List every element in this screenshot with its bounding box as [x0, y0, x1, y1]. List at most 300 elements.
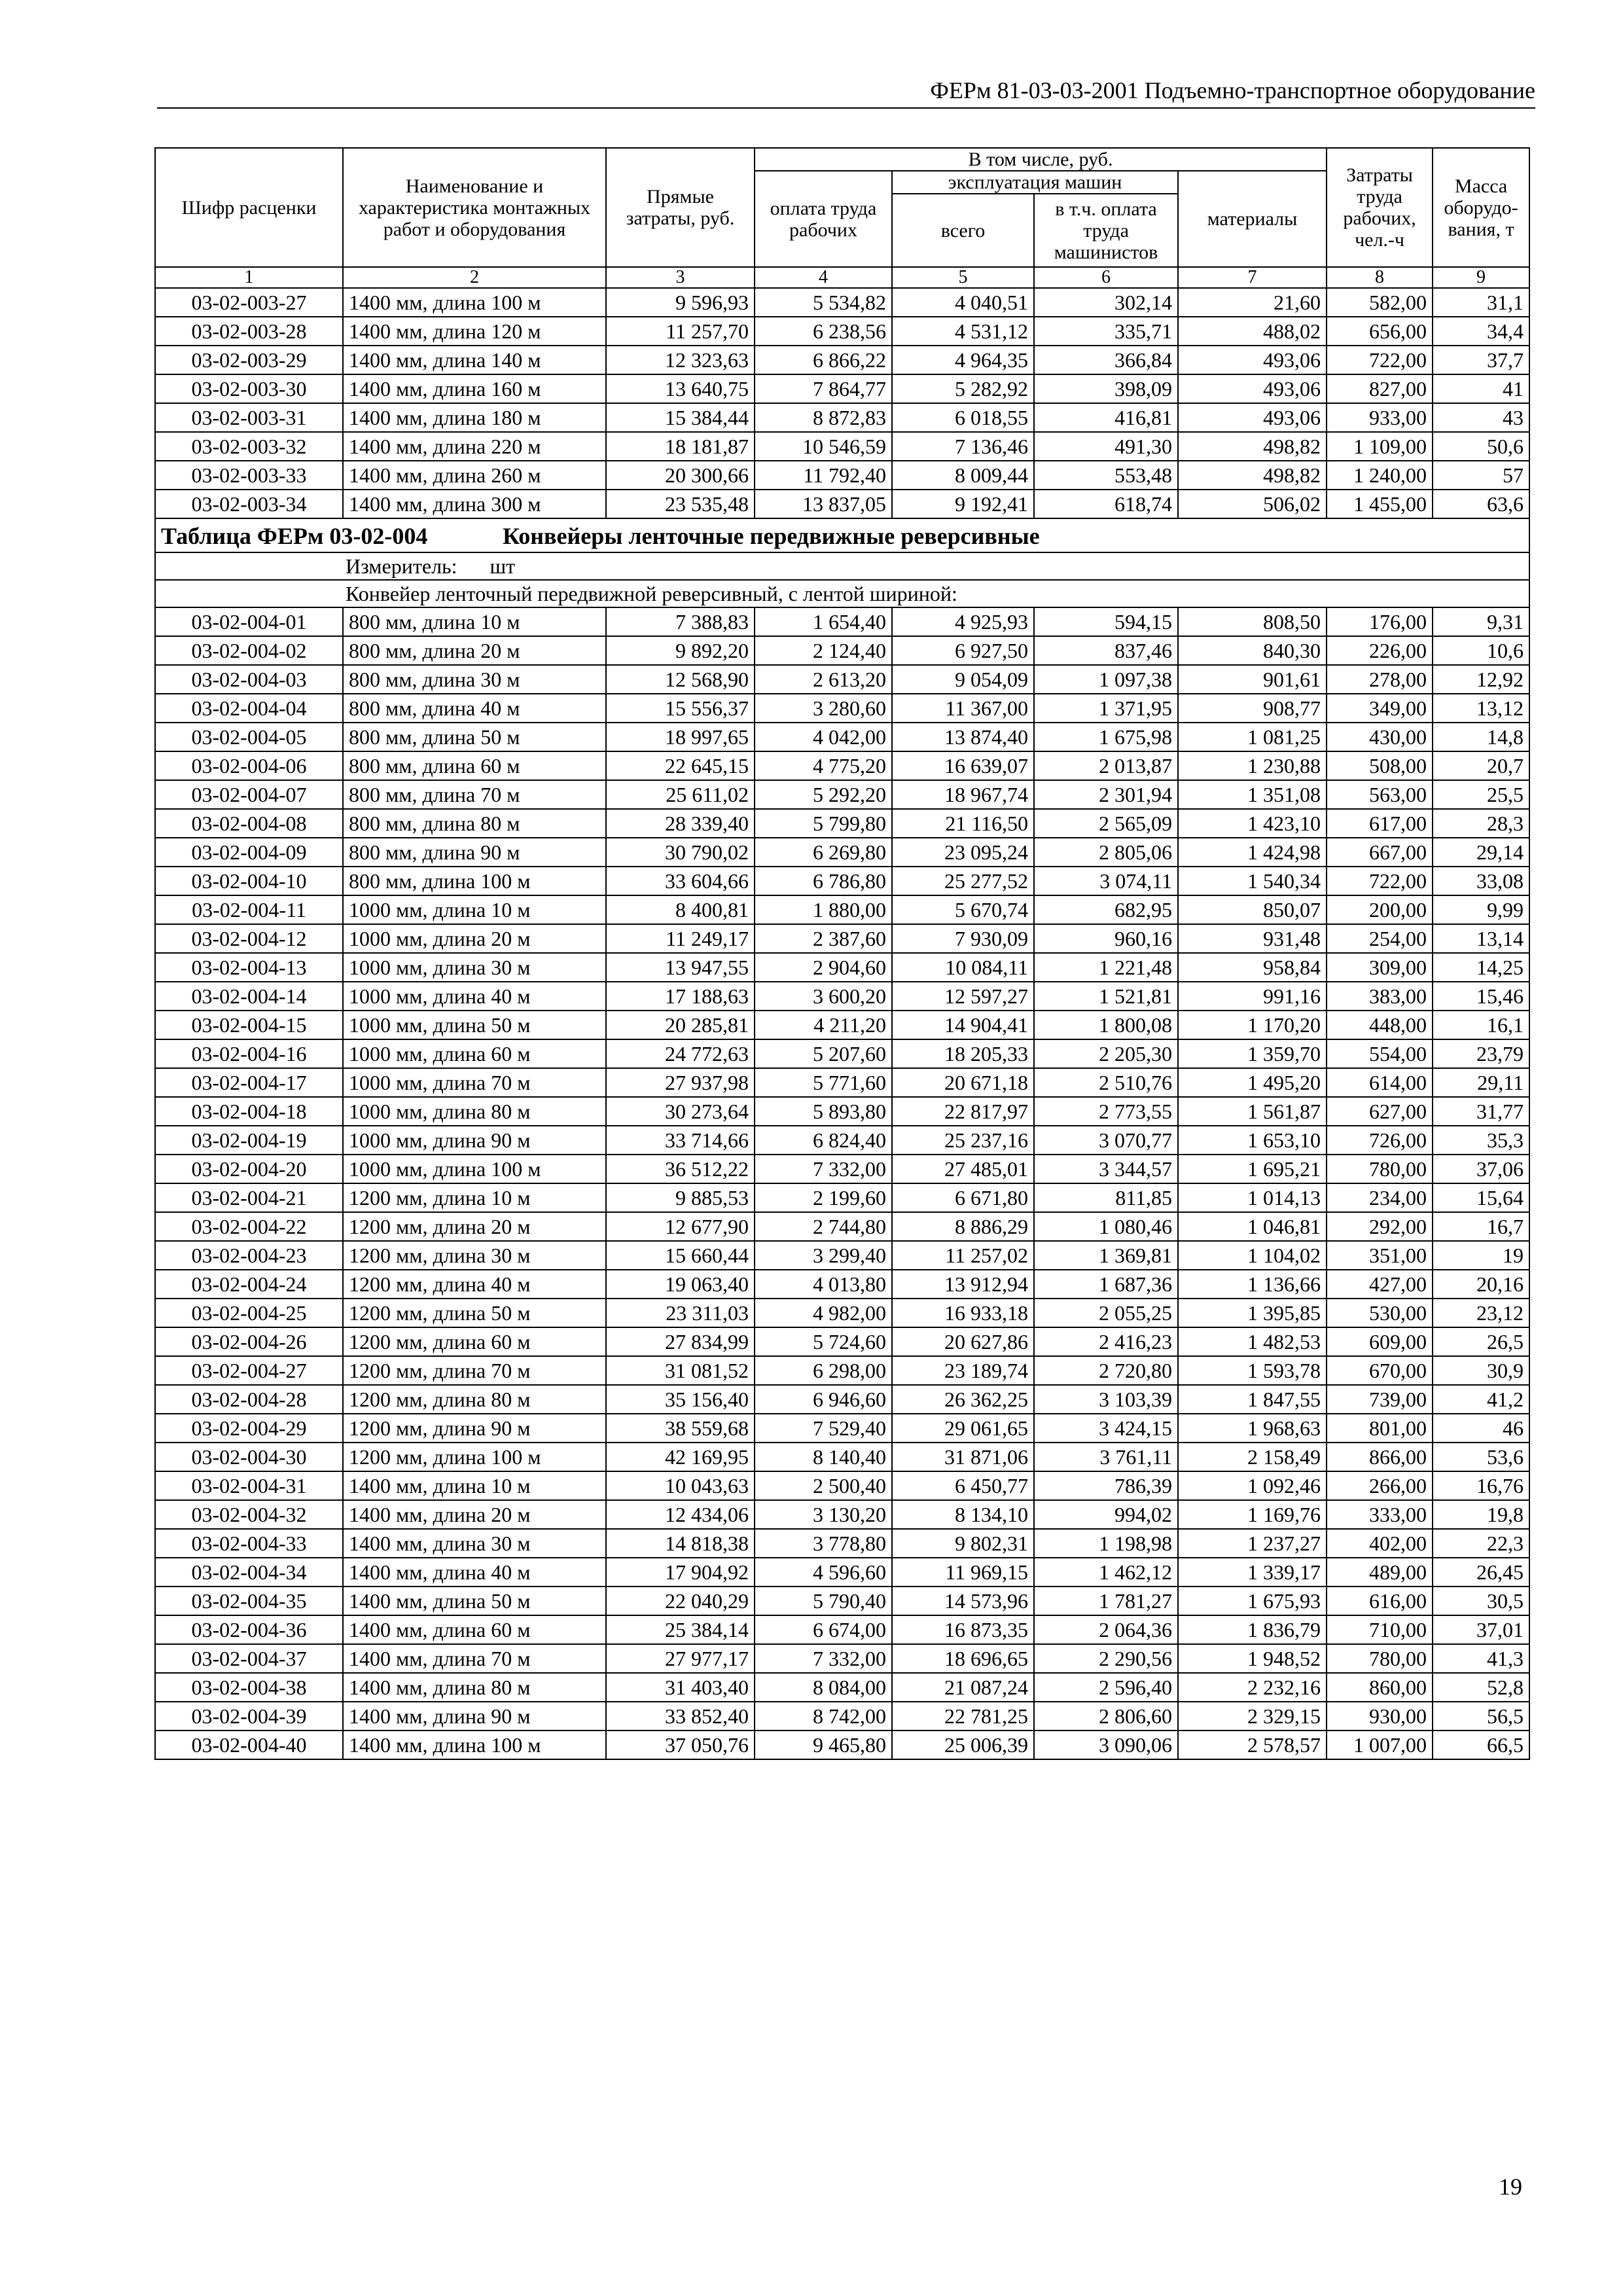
cell-mass: 16,76	[1433, 1471, 1529, 1500]
cell-mach-labor: 416,81	[1034, 403, 1178, 432]
cell-code: 03-02-004-01	[155, 607, 343, 636]
cell-mach-labor: 1 097,38	[1034, 665, 1178, 694]
cell-materials: 1 395,85	[1178, 1299, 1327, 1327]
cell-materials: 2 232,16	[1178, 1673, 1327, 1702]
cell-mass: 16,1	[1433, 1011, 1529, 1039]
cell-name: 1200 мм, длина 10 м	[343, 1183, 606, 1212]
cell-code: 03-02-004-02	[155, 636, 343, 665]
cell-labor: 1 654,40	[755, 607, 892, 636]
col-mass-header: Масса оборудо-вания, т	[1433, 148, 1529, 267]
table-row	[155, 1039, 1529, 1068]
cell-mach-labor: 3 103,39	[1034, 1385, 1178, 1414]
table-row	[155, 636, 1529, 665]
cell-materials: 840,30	[1178, 636, 1327, 665]
table-row	[155, 490, 1529, 518]
table-row	[155, 838, 1529, 867]
cell-worker-hours: 780,00	[1327, 1155, 1433, 1183]
cell-worker-hours: 609,00	[1327, 1327, 1433, 1356]
cell-mach-total: 21 087,24	[892, 1673, 1034, 1702]
running-header: ФЕРм 81-03-03-2001 Подъемно-транспортное оборудование	[930, 77, 1535, 103]
cell-mach-total: 20 671,18	[892, 1068, 1034, 1097]
cell-name: 1000 мм, длина 10 м	[343, 895, 606, 924]
cell-mach-total: 29 061,65	[892, 1414, 1034, 1443]
cell-name: 1200 мм, длина 20 м	[343, 1212, 606, 1241]
cell-name: 1400 мм, длина 120 м	[343, 317, 606, 346]
table-row	[155, 317, 1529, 346]
cell-mach-labor: 2 290,56	[1034, 1644, 1178, 1673]
cell-materials: 808,50	[1178, 607, 1327, 636]
cell-materials: 1 593,78	[1178, 1356, 1327, 1385]
cell-code: 03-02-004-17	[155, 1068, 343, 1097]
cell-name: 800 мм, длина 100 м	[343, 867, 606, 895]
cell-mach-total: 5 670,74	[892, 895, 1034, 924]
table-code: Таблица ФЕРм 03-02-004	[161, 523, 428, 549]
table-row	[155, 403, 1529, 432]
cell-labor: 3 600,20	[755, 982, 892, 1011]
cell-mach-labor: 3 070,77	[1034, 1126, 1178, 1155]
cell-mach-total: 20 627,86	[892, 1327, 1034, 1356]
cell-worker-hours: 860,00	[1327, 1673, 1433, 1702]
cell-mach-labor: 491,30	[1034, 432, 1178, 461]
cell-name: 1400 мм, длина 80 м	[343, 1673, 606, 1702]
cell-labor: 8 872,83	[755, 403, 892, 432]
cell-materials: 1 046,81	[1178, 1212, 1327, 1241]
cell-mach-labor: 2 205,30	[1034, 1039, 1178, 1068]
cell-mach-total: 4 531,12	[892, 317, 1034, 346]
cell-worker-hours: 489,00	[1327, 1558, 1433, 1587]
cell-labor: 8 742,00	[755, 1702, 892, 1731]
cell-direct: 13 640,75	[606, 374, 755, 403]
cell-code: 03-02-003-28	[155, 317, 343, 346]
cell-mach-labor: 1 371,95	[1034, 694, 1178, 723]
cell-mach-labor: 3 074,11	[1034, 867, 1178, 895]
cell-name: 1400 мм, длина 10 м	[343, 1471, 606, 1500]
cell-direct: 13 947,55	[606, 953, 755, 982]
cell-name: 1400 мм, длина 20 м	[343, 1500, 606, 1529]
cell-code: 03-02-004-09	[155, 838, 343, 867]
cell-code: 03-02-004-03	[155, 665, 343, 694]
cell-mach-labor: 682,95	[1034, 895, 1178, 924]
cell-materials: 2 578,57	[1178, 1731, 1327, 1759]
cell-code: 03-02-004-26	[155, 1327, 343, 1356]
cell-direct: 30 790,02	[606, 838, 755, 867]
table-row	[155, 895, 1529, 924]
header-rule	[157, 107, 1535, 109]
cell-name: 1400 мм, длина 50 м	[343, 1587, 606, 1615]
cell-materials: 506,02	[1178, 490, 1327, 518]
cell-code: 03-02-003-32	[155, 432, 343, 461]
cell-mach-labor: 618,74	[1034, 490, 1178, 518]
cell-code: 03-02-004-11	[155, 895, 343, 924]
cell-code: 03-02-003-33	[155, 461, 343, 490]
cell-mass: 53,6	[1433, 1443, 1529, 1471]
cell-labor: 5 292,20	[755, 780, 892, 809]
cell-materials: 991,16	[1178, 982, 1327, 1011]
cell-labor: 4 211,20	[755, 1011, 892, 1039]
cell-labor: 9 465,80	[755, 1731, 892, 1759]
cell-mach-labor: 994,02	[1034, 1500, 1178, 1529]
table-row	[155, 723, 1529, 751]
cell-code: 03-02-004-29	[155, 1414, 343, 1443]
cell-name: 1200 мм, длина 100 м	[343, 1443, 606, 1471]
cell-labor: 6 946,60	[755, 1385, 892, 1414]
cell-mass: 37,06	[1433, 1155, 1529, 1183]
cell-direct: 11 249,17	[606, 924, 755, 953]
cell-mach-total: 27 485,01	[892, 1155, 1034, 1183]
cell-mach-total: 22 781,25	[892, 1702, 1034, 1731]
cell-code: 03-02-004-36	[155, 1615, 343, 1644]
cell-mass: 34,4	[1433, 317, 1529, 346]
cell-direct: 9 885,53	[606, 1183, 755, 1212]
cell-mach-labor: 3 761,11	[1034, 1443, 1178, 1471]
cell-materials: 1 136,66	[1178, 1270, 1327, 1299]
cell-name: 1400 мм, длина 260 м	[343, 461, 606, 490]
cell-mach-total: 9 802,31	[892, 1529, 1034, 1558]
cell-worker-hours: 1 240,00	[1327, 461, 1433, 490]
cell-direct: 12 323,63	[606, 346, 755, 374]
cell-mass: 9,99	[1433, 895, 1529, 924]
cell-mach-total: 25 006,39	[892, 1731, 1034, 1759]
cell-name: 1400 мм, длина 60 м	[343, 1615, 606, 1644]
cell-materials: 1 092,46	[1178, 1471, 1327, 1500]
cell-mach-labor: 553,48	[1034, 461, 1178, 490]
cell-labor: 4 775,20	[755, 751, 892, 780]
cell-code: 03-02-004-21	[155, 1183, 343, 1212]
table-row	[155, 1212, 1529, 1241]
table-row	[155, 1356, 1529, 1385]
cell-direct: 24 772,63	[606, 1039, 755, 1068]
cell-direct: 18 997,65	[606, 723, 755, 751]
cell-name: 1400 мм, длина 30 м	[343, 1529, 606, 1558]
table-row	[155, 1068, 1529, 1097]
cell-materials: 850,07	[1178, 895, 1327, 924]
cell-mach-labor: 2 720,80	[1034, 1356, 1178, 1385]
table-row	[155, 1471, 1529, 1500]
table-row	[155, 1011, 1529, 1039]
cell-materials: 1 359,70	[1178, 1039, 1327, 1068]
cell-mass: 20,16	[1433, 1270, 1529, 1299]
cell-mach-labor: 1 800,08	[1034, 1011, 1178, 1039]
cell-labor: 10 546,59	[755, 432, 892, 461]
cell-mach-total: 8 134,10	[892, 1500, 1034, 1529]
cell-code: 03-02-004-18	[155, 1097, 343, 1126]
col-machines-header: эксплуатация машин	[892, 171, 1178, 194]
cell-mach-labor: 3 424,15	[1034, 1414, 1178, 1443]
cell-materials: 1 675,93	[1178, 1587, 1327, 1615]
cell-name: 800 мм, длина 50 м	[343, 723, 606, 751]
cell-name: 1400 мм, длина 40 м	[343, 1558, 606, 1587]
cell-worker-hours: 930,00	[1327, 1702, 1433, 1731]
table-row	[155, 1615, 1529, 1644]
cell-mach-labor: 2 805,06	[1034, 838, 1178, 867]
col-direct-header: Прямые затраты, руб.	[606, 148, 755, 267]
cell-mach-total: 4 964,35	[892, 346, 1034, 374]
cell-code: 03-02-004-37	[155, 1644, 343, 1673]
cell-mach-total: 4 925,93	[892, 607, 1034, 636]
cell-labor: 5 893,80	[755, 1097, 892, 1126]
cell-mass: 10,6	[1433, 636, 1529, 665]
table-row	[155, 607, 1529, 636]
cell-name: 1400 мм, длина 140 м	[343, 346, 606, 374]
cell-direct: 36 512,22	[606, 1155, 755, 1183]
price-table	[154, 147, 1530, 1760]
cell-mach-labor: 2 055,25	[1034, 1299, 1178, 1327]
cell-labor: 3 299,40	[755, 1241, 892, 1270]
cell-materials: 2 158,49	[1178, 1443, 1327, 1471]
cell-code: 03-02-003-29	[155, 346, 343, 374]
cell-mach-labor: 594,15	[1034, 607, 1178, 636]
cell-mass: 41	[1433, 374, 1529, 403]
col-name-header: Наименование и характеристика монтажных работ и оборудования	[343, 148, 606, 267]
cell-labor: 6 298,00	[755, 1356, 892, 1385]
cell-labor: 4 042,00	[755, 723, 892, 751]
cell-name: 1400 мм, длина 100 м	[343, 1731, 606, 1759]
cell-worker-hours: 402,00	[1327, 1529, 1433, 1558]
cell-mass: 22,3	[1433, 1529, 1529, 1558]
cell-mass: 56,5	[1433, 1702, 1529, 1731]
cell-labor: 2 500,40	[755, 1471, 892, 1500]
table-row	[155, 665, 1529, 694]
cell-direct: 12 568,90	[606, 665, 755, 694]
table-title	[155, 518, 1529, 552]
cell-worker-hours: 427,00	[1327, 1270, 1433, 1299]
cell-direct: 15 660,44	[606, 1241, 755, 1270]
cell-direct: 23 311,03	[606, 1299, 755, 1327]
cell-mach-labor: 1 675,98	[1034, 723, 1178, 751]
cell-code: 03-02-004-35	[155, 1587, 343, 1615]
cell-code: 03-02-004-34	[155, 1558, 343, 1587]
cell-mach-total: 31 871,06	[892, 1443, 1034, 1471]
cell-code: 03-02-003-34	[155, 490, 343, 518]
col-worker-hours-header: Затраты труда рабочих, чел.-ч	[1327, 148, 1433, 267]
cell-mass: 19,8	[1433, 1500, 1529, 1529]
cell-mass: 41,3	[1433, 1644, 1529, 1673]
cell-mass: 16,7	[1433, 1212, 1529, 1241]
table-row	[155, 867, 1529, 895]
cell-mach-total: 11 257,02	[892, 1241, 1034, 1270]
cell-direct: 37 050,76	[606, 1731, 755, 1759]
table-row	[155, 288, 1529, 317]
cell-name: 800 мм, длина 60 м	[343, 751, 606, 780]
cell-mass: 28,3	[1433, 809, 1529, 838]
cell-mach-total: 16 933,18	[892, 1299, 1034, 1327]
cell-code: 03-02-003-31	[155, 403, 343, 432]
table-row	[155, 1414, 1529, 1443]
cell-mach-total: 10 084,11	[892, 953, 1034, 982]
cell-labor: 8 084,00	[755, 1673, 892, 1702]
cell-materials: 1 847,55	[1178, 1385, 1327, 1414]
cell-name: 1400 мм, длина 100 м	[343, 288, 606, 317]
cell-mass: 66,5	[1433, 1731, 1529, 1759]
cell-labor: 6 866,22	[755, 346, 892, 374]
cell-labor: 4 982,00	[755, 1299, 892, 1327]
cell-worker-hours: 827,00	[1327, 374, 1433, 403]
cell-worker-hours: 176,00	[1327, 607, 1433, 636]
cell-code: 03-02-004-23	[155, 1241, 343, 1270]
col-mach-total-header: всего	[892, 194, 1034, 267]
cell-labor: 6 786,80	[755, 867, 892, 895]
cell-mach-total: 14 573,96	[892, 1587, 1034, 1615]
cell-code: 03-02-004-31	[155, 1471, 343, 1500]
cell-name: 800 мм, длина 30 м	[343, 665, 606, 694]
cell-worker-hours: 1 109,00	[1327, 432, 1433, 461]
cell-name: 1000 мм, длина 80 м	[343, 1097, 606, 1126]
cell-direct: 15 384,44	[606, 403, 755, 432]
cell-labor: 7 332,00	[755, 1644, 892, 1673]
cell-mass: 14,25	[1433, 953, 1529, 982]
table-row	[155, 1270, 1529, 1299]
cell-mach-total: 14 904,41	[892, 1011, 1034, 1039]
cell-direct: 8 400,81	[606, 895, 755, 924]
cell-direct: 27 937,98	[606, 1068, 755, 1097]
table-row	[155, 1097, 1529, 1126]
cell-name: 1400 мм, длина 180 м	[343, 403, 606, 432]
cell-code: 03-02-003-30	[155, 374, 343, 403]
cell-mass: 41,2	[1433, 1385, 1529, 1414]
cell-worker-hours: 563,00	[1327, 780, 1433, 809]
table-name: Конвейеры ленточные передвижные реверсивные	[503, 523, 1040, 549]
table-row	[155, 1644, 1529, 1673]
table-row	[155, 346, 1529, 374]
cell-worker-hours: 309,00	[1327, 953, 1433, 982]
cell-labor: 3 778,80	[755, 1529, 892, 1558]
cell-mass: 30,5	[1433, 1587, 1529, 1615]
cell-worker-hours: 656,00	[1327, 317, 1433, 346]
cell-materials: 1 653,10	[1178, 1126, 1327, 1155]
cell-materials: 1 424,98	[1178, 838, 1327, 867]
col-mach-labor-header: в т.ч. оплата труда машинистов	[1034, 194, 1178, 267]
cell-materials: 1 339,17	[1178, 1558, 1327, 1587]
cell-mach-labor: 2 013,87	[1034, 751, 1178, 780]
cell-name: 1200 мм, длина 90 м	[343, 1414, 606, 1443]
cell-mass: 57	[1433, 461, 1529, 490]
cell-name: 1000 мм, длина 20 м	[343, 924, 606, 953]
cell-mach-total: 18 696,65	[892, 1644, 1034, 1673]
cell-materials: 908,77	[1178, 694, 1327, 723]
cell-name: 1000 мм, длина 70 м	[343, 1068, 606, 1097]
cell-materials: 931,48	[1178, 924, 1327, 953]
table-row	[155, 982, 1529, 1011]
cell-mach-labor: 786,39	[1034, 1471, 1178, 1500]
cell-code: 03-02-004-28	[155, 1385, 343, 1414]
cell-mach-total: 18 205,33	[892, 1039, 1034, 1068]
cell-name: 1000 мм, длина 60 м	[343, 1039, 606, 1068]
group-row	[155, 580, 1529, 607]
cell-mass: 26,5	[1433, 1327, 1529, 1356]
cell-mach-total: 16 873,35	[892, 1615, 1034, 1644]
cell-labor: 6 674,00	[755, 1615, 892, 1644]
cell-mach-labor: 3 090,06	[1034, 1731, 1178, 1759]
table-row	[155, 1183, 1529, 1212]
cell-mass: 30,9	[1433, 1356, 1529, 1385]
cell-labor: 3 280,60	[755, 694, 892, 723]
cell-code: 03-02-004-19	[155, 1126, 343, 1155]
cell-mach-labor: 2 773,55	[1034, 1097, 1178, 1126]
cell-mach-total: 23 095,24	[892, 838, 1034, 867]
cell-worker-hours: 739,00	[1327, 1385, 1433, 1414]
cell-mach-total: 8 009,44	[892, 461, 1034, 490]
cell-worker-hours: 710,00	[1327, 1615, 1433, 1644]
table-row	[155, 1673, 1529, 1702]
cell-mass: 20,7	[1433, 751, 1529, 780]
cell-materials: 901,61	[1178, 665, 1327, 694]
cell-mach-total: 11 969,15	[892, 1558, 1034, 1587]
cell-name: 1400 мм, длина 70 м	[343, 1644, 606, 1673]
cell-name: 1200 мм, длина 70 м	[343, 1356, 606, 1385]
cell-labor: 6 269,80	[755, 838, 892, 867]
cell-name: 1400 мм, длина 220 м	[343, 432, 606, 461]
cell-labor: 4 596,60	[755, 1558, 892, 1587]
table-row	[155, 1299, 1529, 1327]
cell-labor: 2 613,20	[755, 665, 892, 694]
cell-direct: 20 300,66	[606, 461, 755, 490]
cell-name: 1000 мм, длина 100 м	[343, 1155, 606, 1183]
cell-name: 1200 мм, длина 80 м	[343, 1385, 606, 1414]
cell-mach-labor: 335,71	[1034, 317, 1178, 346]
cell-direct: 18 181,87	[606, 432, 755, 461]
cell-mass: 15,64	[1433, 1183, 1529, 1212]
cell-mass: 26,45	[1433, 1558, 1529, 1587]
col-incl-header: В том числе, руб.	[755, 148, 1327, 171]
cell-name: 1200 мм, длина 30 м	[343, 1241, 606, 1270]
cell-labor: 5 799,80	[755, 809, 892, 838]
table-row	[155, 1529, 1529, 1558]
cell-direct: 33 714,66	[606, 1126, 755, 1155]
cell-direct: 22 040,29	[606, 1587, 755, 1615]
cell-mach-total: 25 277,52	[892, 867, 1034, 895]
measure-cell	[155, 552, 1529, 580]
cell-code: 03-02-004-15	[155, 1011, 343, 1039]
cell-mach-total: 6 450,77	[892, 1471, 1034, 1500]
cell-direct: 17 904,92	[606, 1558, 755, 1587]
cell-direct: 23 535,48	[606, 490, 755, 518]
cell-mach-labor: 1 781,27	[1034, 1587, 1178, 1615]
cell-labor: 7 529,40	[755, 1414, 892, 1443]
group-heading: Конвейер ленточный передвижной реверсивный, с лентой шириной:	[155, 580, 1529, 607]
cell-direct: 33 604,66	[606, 867, 755, 895]
cell-worker-hours: 234,00	[1327, 1183, 1433, 1212]
cell-mach-labor: 2 301,94	[1034, 780, 1178, 809]
cell-mass: 43	[1433, 403, 1529, 432]
cell-mass: 37,01	[1433, 1615, 1529, 1644]
table-row	[155, 1385, 1529, 1414]
cell-materials: 1 170,20	[1178, 1011, 1327, 1039]
cell-materials: 493,06	[1178, 403, 1327, 432]
cell-name: 1400 мм, длина 160 м	[343, 374, 606, 403]
cell-worker-hours: 670,00	[1327, 1356, 1433, 1385]
cell-mach-total: 11 367,00	[892, 694, 1034, 723]
table-row	[155, 751, 1529, 780]
cell-mass: 37,7	[1433, 346, 1529, 374]
cell-mach-labor: 366,84	[1034, 346, 1178, 374]
cell-labor: 8 140,40	[755, 1443, 892, 1471]
cell-worker-hours: 292,00	[1327, 1212, 1433, 1241]
cell-worker-hours: 667,00	[1327, 838, 1433, 867]
cell-code: 03-02-004-10	[155, 867, 343, 895]
cell-labor: 7 864,77	[755, 374, 892, 403]
cell-labor: 11 792,40	[755, 461, 892, 490]
cell-code: 03-02-004-20	[155, 1155, 343, 1183]
cell-worker-hours: 226,00	[1327, 636, 1433, 665]
cell-materials: 1 230,88	[1178, 751, 1327, 780]
cell-worker-hours: 582,00	[1327, 288, 1433, 317]
col-materials-header: материалы	[1178, 171, 1327, 267]
cell-code: 03-02-003-27	[155, 288, 343, 317]
cell-direct: 31 081,52	[606, 1356, 755, 1385]
cell-mach-labor: 1 369,81	[1034, 1241, 1178, 1270]
cell-worker-hours: 780,00	[1327, 1644, 1433, 1673]
cell-code: 03-02-004-12	[155, 924, 343, 953]
